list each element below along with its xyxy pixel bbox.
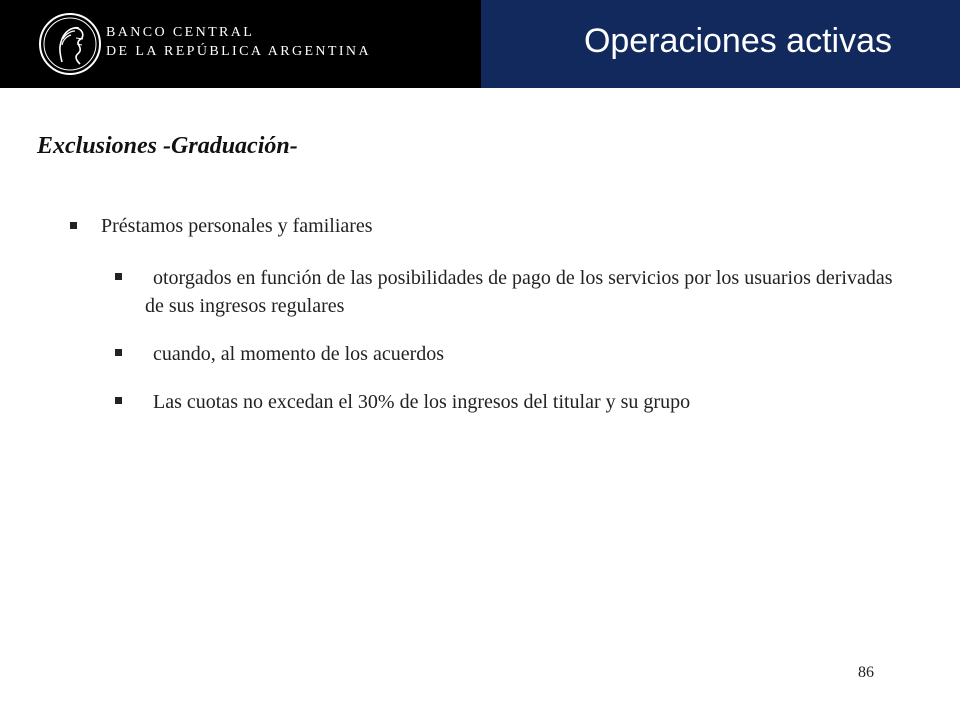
bullet-level2: otorgados en función de las posibilidades de pago de los servicios por los usuarios derivadas de sus ingresos regulares xyxy=(145,267,893,317)
bank-name-line1: BANCO CENTRAL xyxy=(106,25,255,40)
page-number: 86 xyxy=(858,664,874,681)
square-bullet-icon xyxy=(115,349,122,356)
bank-name-line2: DE LA REPÚBLICA ARGENTINA xyxy=(106,44,371,59)
bcra-medallion-icon xyxy=(38,12,102,76)
slide-heading: Exclusiones -Graduación- xyxy=(37,133,298,159)
bank-branding xyxy=(0,0,481,88)
bullet-level2: Las cuotas no excedan el 30% de los ingresos del titular y su grupo xyxy=(153,391,691,413)
square-bullet-icon xyxy=(115,397,122,404)
square-bullet-icon xyxy=(115,273,122,280)
square-bullet-icon xyxy=(70,222,77,229)
section-title: Operaciones activas xyxy=(583,22,892,60)
bullet-level2: cuando, al momento de los acuerdos xyxy=(153,343,445,365)
bullet-level1: Préstamos personales y familiares xyxy=(101,215,373,237)
